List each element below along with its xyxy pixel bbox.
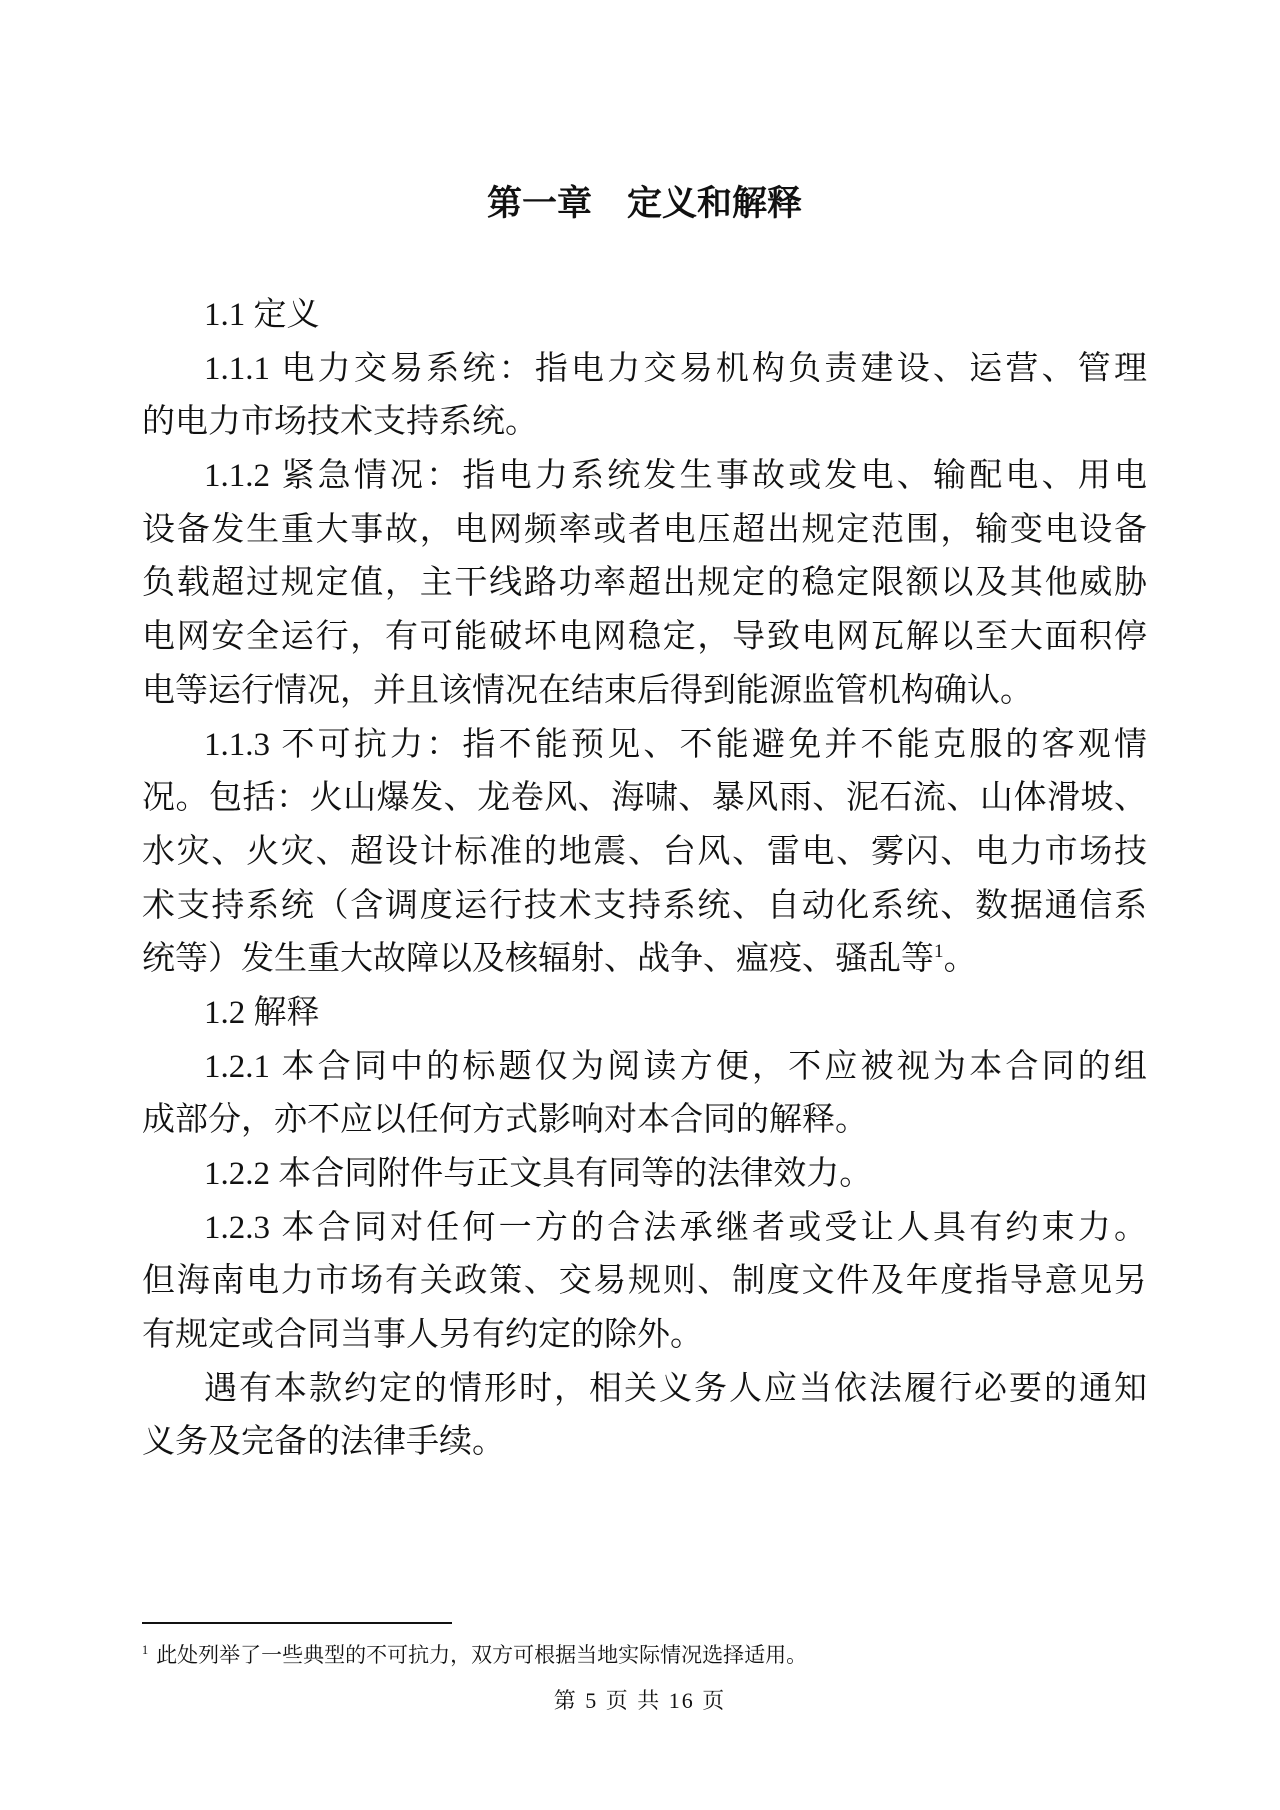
body-line: 1.1.1 电力交易系统：指电力交易机构负责建设、运营、管理 xyxy=(204,350,1147,387)
body-line-text: 统等）发生重大故障以及核辐射、战争、瘟疫、骚乱等 xyxy=(142,941,934,978)
body-line: 的电力市场技术支持系统。 xyxy=(142,404,538,441)
footnote-text: 此处列举了一些典型的不可抗力，双方可根据当地实际情况选择适用。 xyxy=(156,1643,808,1667)
body-line: 况。包括：火山爆发、龙卷风、海啸、暴风雨、泥石流、山体滑坡、 xyxy=(142,780,1147,817)
body-line xyxy=(142,933,1147,987)
footnote-area xyxy=(142,1622,1147,1672)
body-line: 1.1.3 不可抗力：指不能预见、不能避免并不能克服的客观情 xyxy=(204,726,1147,763)
body-line: 成部分，亦不应以任何方式影响对本合同的解释。 xyxy=(142,1102,868,1139)
body-line: 1.2.3 本合同对任何一方的合法承继者或受让人具有约束力。 xyxy=(204,1209,1147,1246)
body-line: 1.2.2 本合同附件与正文具有同等的法律效力。 xyxy=(204,1156,873,1192)
body-line: 1.1.2 紧急情况：指电力系统发生事故或发电、输配电、用电 xyxy=(204,458,1147,495)
body-line: 电网安全运行，有可能破坏电网稳定，导致电网瓦解以至大面积停 xyxy=(142,619,1147,656)
body-line: 设备发生重大事故，电网频率或者电压超出规定范围，输变电设备 xyxy=(142,511,1147,548)
footnote-marker: 1 xyxy=(142,1643,149,1657)
body-line: 水灾、火灾、超设计标准的地震、台风、雷电、雾闪、电力市场技 xyxy=(142,833,1147,870)
body-line: 遇有本款约定的情形时，相关义务人应当依法履行必要的通知 xyxy=(204,1370,1147,1407)
body-line: 1.2.1 本合同中的标题仅为阅读方便，不应被视为本合同的组 xyxy=(204,1048,1147,1085)
body-line: 1.1 定义 xyxy=(204,297,320,333)
document-body xyxy=(142,177,1147,1470)
body-line: 有规定或合同当事人另有约定的除外。 xyxy=(142,1317,703,1354)
body-line: 1.2 解释 xyxy=(204,994,320,1031)
footnote-ref: 1 xyxy=(934,941,944,963)
body-line-text: 。 xyxy=(943,941,977,978)
body-line: 但海南电力市场有关政策、交易规则、制度文件及年度指导意见另 xyxy=(142,1263,1147,1300)
page-number-footer: 第 5 页 共 16 页 xyxy=(553,1688,727,1713)
body-line: 术支持系统（含调度运行技术支持系统、自动化系统、数据通信系 xyxy=(142,887,1147,924)
body-line: 义务及完备的法律手续。 xyxy=(142,1424,505,1461)
footnote xyxy=(142,1638,1147,1672)
body-line: 负载超过规定值，主干线路功率超出规定的稳定限额以及其他威胁 xyxy=(142,565,1147,602)
body-line: 电等运行情况，并且该情况在结束后得到能源监管机构确认。 xyxy=(142,672,1033,709)
footnote-separator xyxy=(142,1622,452,1624)
chapter-title: 第一章 定义和解释 xyxy=(486,184,802,223)
